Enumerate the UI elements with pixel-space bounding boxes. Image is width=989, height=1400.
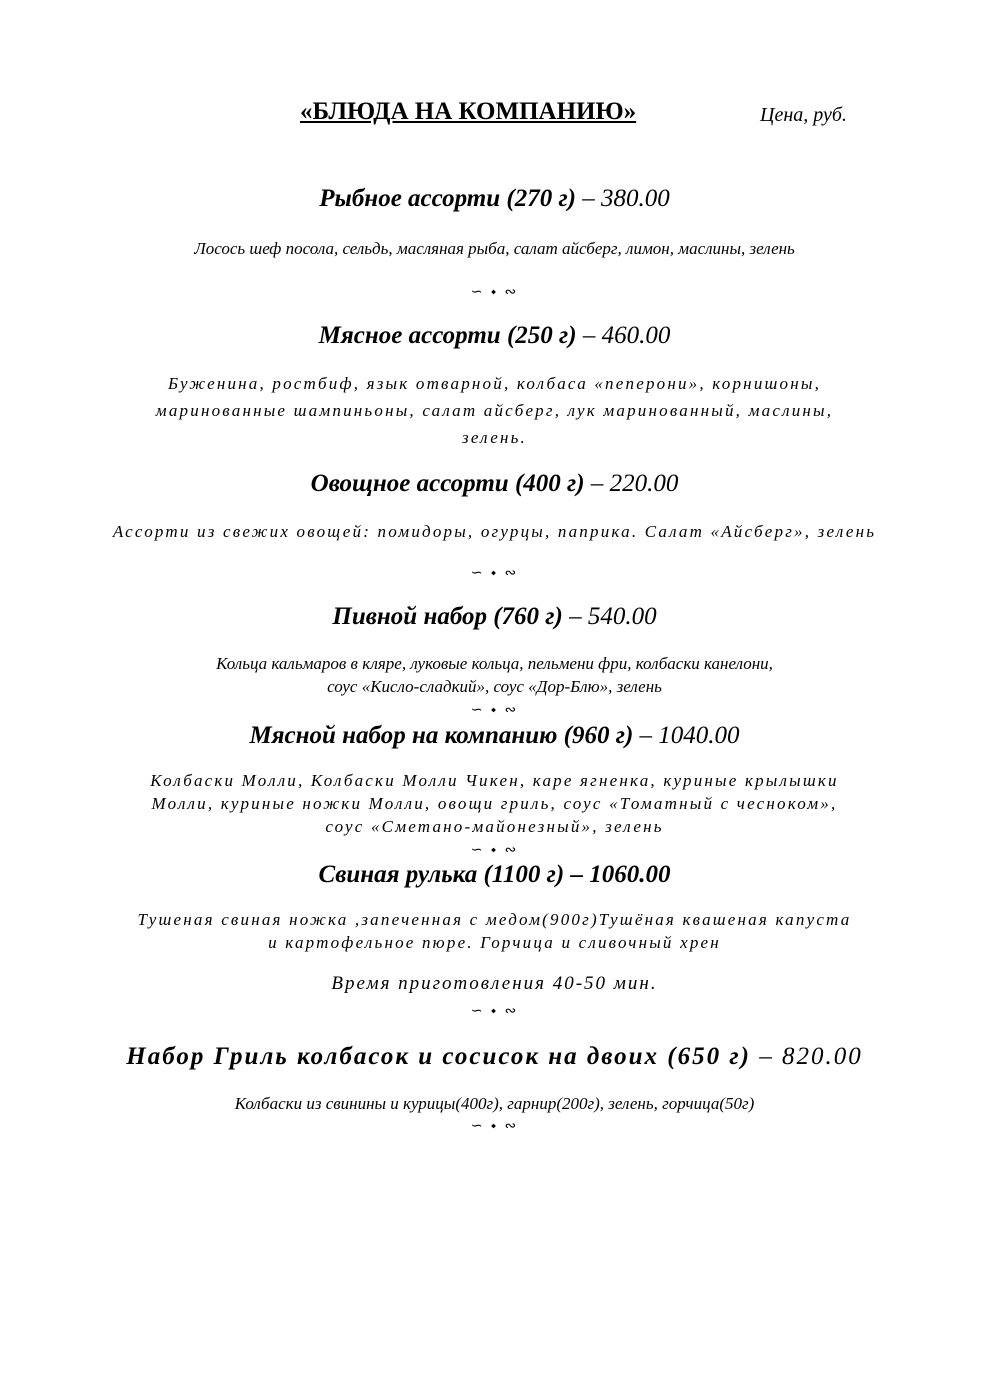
dish-price: – 380.00 [582,185,670,212]
ornament-divider: ∽ ⬩ ∾ [470,565,519,581]
dish-description: Ассорти из свежих овощей: помидоры, огурцы, паприка. Салат «Айсберг», зелень [112,522,877,541]
ornament-divider: ∽ ⬩ ∾ [470,1118,519,1134]
page-title: «БЛЮДА НА КОМПАНИЮ» [300,98,637,125]
dish-description: Колбаски из свинины и курицы(400г), гарнир(200г), зелень, горчица(50г) [234,1094,755,1113]
dish-title [0,603,989,631]
dish-description: Кольца кальмаров в кляре, луковые кольца, пельмени фри, колбаски канелони, [216,654,773,673]
dish-description: зелень. [462,428,527,447]
dish-price: – 1060.00 [570,861,671,888]
dish-title [0,185,989,213]
dish-description: Тушеная свиная ножка ,запеченная с медом(900г)Тушёная квашеная капуста [137,910,852,929]
dish-name: Мясное ассорти (250 г) [318,322,577,349]
dish-title [0,861,989,889]
dish-name: Мясной набор на компанию (960 г) [249,722,634,749]
price-column-label: Цена, руб. [760,104,847,126]
dish-price: – 540.00 [569,603,657,630]
ornament-divider: ∽ ⬩ ∾ [470,1003,519,1019]
dish-price: – 820.00 [759,1043,863,1070]
dish-name: Пивной набор (760 г) [332,603,563,630]
dish-name: Набор Гриль колбасок и сосисок на двоих (650 г) [126,1043,751,1070]
dish-title [0,722,989,750]
dish-description: соус «Сметано-майонезный», зелень [325,817,664,836]
dish-name: Свиная рулька (1100 г) [318,861,565,888]
dish-name: Овощное ассорти (400 г) [310,470,585,497]
dish-price: – 220.00 [590,470,679,497]
ornament-divider: ∽ ⬩ ∾ [470,842,519,858]
dish-description: Молли, куриные ножки Молли, овощи гриль, соус «Томатный с чесноком», [151,794,838,813]
dish-description: Буженина, ростбиф, язык отварной, колбаса «пеперони», корнишоны, [167,374,822,393]
ornament-divider: ∽ ⬩ ∾ [470,284,519,300]
dish-description: и картофельное пюре. Горчица и сливочный хрен [268,933,721,952]
dish-title [0,322,989,350]
dish-description: Лосось шеф посола, сельдь, масляная рыба, салат айсберг, лимон, маслины, зелень [194,239,795,258]
dish-name: Рыбное ассорти (270 г) [319,185,577,212]
dish-title [0,470,989,498]
dish-description: Колбаски Молли, Колбаски Молли Чикен, каре ягненка, куриные крылышки [150,771,839,790]
dish-description: соус «Кисло-сладкий», соус «Дор-Блю», зелень [327,677,662,696]
dish-description: маринованные шампиньоны, салат айсберг, лук маринованный, маслины, [155,401,834,420]
ornament-divider: ∽ ⬩ ∾ [470,702,519,718]
cooking-time-note: Время приготовления 40-50 мин. [331,973,658,994]
dish-title [0,1043,989,1071]
dish-price: – 460.00 [582,322,671,349]
dish-price: – 1040.00 [639,722,740,749]
